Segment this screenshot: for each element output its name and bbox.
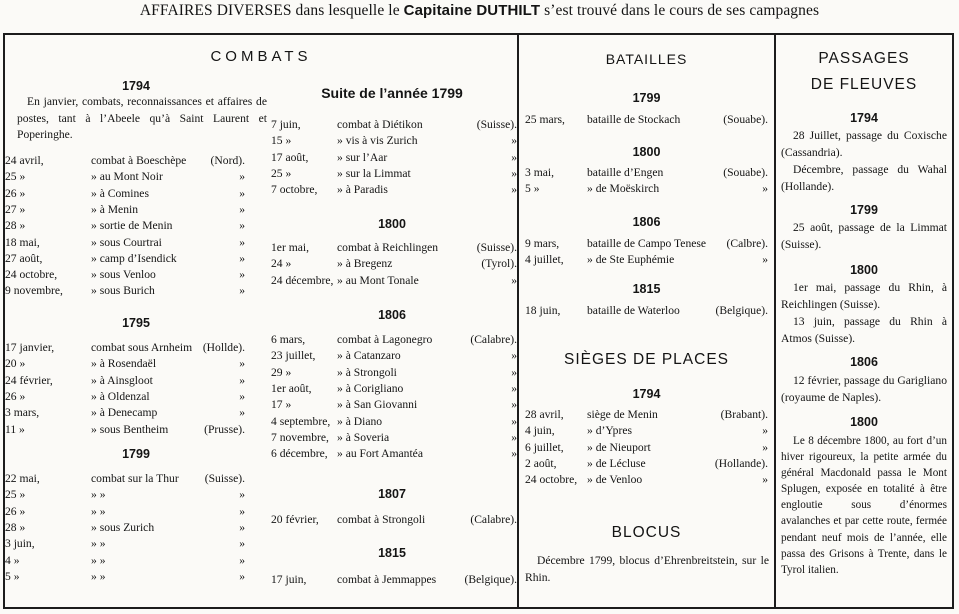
entry-region: »: [511, 381, 517, 395]
entry-date: 9 mars,: [525, 237, 560, 250]
year-1807: 1807: [378, 487, 406, 501]
entry-event: » à San Giovanni: [337, 398, 418, 412]
sieges-heading: SIÈGES DE PLACES: [563, 351, 730, 368]
entry-date: 2 août,: [525, 456, 557, 470]
entry-region: (Prusse).: [204, 422, 245, 436]
year-1799: 1799: [850, 203, 878, 217]
entry-event: » au Mont Tonale: [337, 273, 419, 287]
entry-date: 17 »: [271, 398, 292, 412]
fleuves-1800-b: 13 juin, passage du Rhin à Atmos (Suisse).: [781, 315, 947, 345]
entry-date: 24 décembre,: [271, 273, 334, 287]
entry-date: 7 octobre,: [271, 183, 318, 197]
entry-region: (Belgique).: [464, 573, 517, 586]
fleuves-1800-a: 1er mai, passage du Rhin, à Reichlingen (Suisse).: [781, 281, 947, 311]
entry-date: 28 »: [5, 520, 26, 534]
list-item: [5, 235, 267, 251]
entry-event: » sortie de Menin: [91, 219, 173, 233]
entry-region: (Brabant).: [720, 408, 768, 421]
list-item: [267, 166, 517, 182]
entry-region: »: [511, 183, 517, 197]
entry-date: 17 août,: [271, 150, 309, 164]
entry-region: (Hollande).: [714, 456, 768, 470]
list-item: [267, 117, 517, 133]
entry-region: »: [511, 166, 517, 180]
entry-date: 26 »: [5, 389, 26, 403]
entry-region: »: [239, 235, 245, 249]
title-prefix: AFFAIRES DIVERSES dans lesquelle le: [139, 2, 400, 19]
entry-date: 15 »: [271, 134, 292, 148]
batailles-heading: BATAILLES: [605, 51, 688, 67]
entry-region: »: [239, 268, 245, 282]
entry-event: » à Strongoli: [337, 365, 397, 379]
list-item: [267, 256, 517, 272]
entry-event: » à Menin: [91, 202, 139, 216]
entry-date: 24 octobre,: [525, 473, 578, 487]
entry-event: combat à Boeschèpe: [91, 154, 187, 167]
year-1815: 1815: [378, 546, 406, 560]
year-1795: 1795: [122, 316, 150, 330]
entry-region: »: [239, 284, 245, 298]
title-suffix: s’est trouvé dans le cours de ses campagnes: [544, 2, 820, 19]
entry-region: »: [239, 357, 245, 371]
entry-region: »: [239, 202, 245, 216]
entry-region: »: [511, 414, 517, 428]
entry-event: combat sous Arnheim: [91, 341, 193, 354]
entry-region: (Calabre).: [470, 333, 517, 346]
entry-region: »: [762, 182, 768, 196]
entry-event: » »: [91, 537, 106, 551]
list-item: [267, 414, 517, 430]
entry-date: 7 juin,: [271, 118, 301, 131]
entry-date: 26 »: [5, 504, 26, 518]
entry-date: 27 »: [5, 202, 26, 216]
year-1806: 1806: [632, 215, 661, 229]
year-1806: 1806: [850, 355, 878, 369]
page-title: [0, 2, 959, 20]
entry-region: (Souabe).: [723, 113, 768, 126]
entry-event: » à Soveria: [337, 430, 390, 444]
entry-date: 6 mars,: [271, 333, 306, 346]
entry-region: (Tyrol).: [481, 257, 517, 271]
list-item: [5, 283, 267, 299]
entry-event: » à Bregenz: [337, 257, 393, 271]
entry-date: 6 juillet,: [525, 440, 564, 454]
entry-region: »: [511, 273, 517, 287]
list-item: [5, 356, 267, 372]
entry-date: 28 avril,: [525, 408, 564, 421]
entry-region: »: [511, 134, 517, 148]
entry-event: » à Catanzaro: [337, 349, 401, 363]
entry-date: 1er mai,: [271, 241, 309, 254]
entry-event: » sous Venloo: [91, 268, 156, 282]
entry-event: bataille de Stockach: [587, 113, 681, 126]
list-item: [519, 252, 774, 268]
list-item: [519, 407, 774, 423]
entry-date: 4 juillet,: [525, 253, 564, 267]
list-item: [5, 389, 267, 405]
title-captain: Capitaine DUTHILT: [403, 2, 541, 19]
entry-region: (Souabe).: [723, 166, 768, 179]
list-item: [519, 165, 774, 181]
year-1794: 1794: [632, 387, 661, 401]
list-item: [267, 572, 517, 588]
list-item: [519, 236, 774, 252]
entry-date: 25 »: [5, 488, 26, 502]
list-item: [267, 512, 517, 528]
entry-event: » d’Ypres: [587, 424, 632, 438]
entry-date: 24 février,: [5, 373, 53, 387]
list-item: [519, 472, 774, 488]
entry-event: combat sur la Thur: [91, 472, 179, 485]
list-item: [267, 240, 517, 256]
entry-region: »: [762, 424, 768, 438]
entry-event: » vis à vis Zurich: [337, 134, 418, 148]
entry-region: »: [239, 373, 245, 387]
entry-date: 22 mai,: [5, 472, 40, 485]
year-1800: 1800: [850, 415, 878, 429]
entry-event: » camp d’Isendick: [91, 251, 177, 265]
list-item: [519, 181, 774, 197]
entry-event: » de Lécluse: [587, 456, 646, 470]
entry-region: »: [762, 440, 768, 454]
entry-region: »: [511, 398, 517, 412]
year-1794: 1794: [850, 111, 878, 125]
year-1815: 1815: [632, 282, 661, 296]
entry-event: » de Ste Euphémie: [587, 253, 675, 267]
list-item: [267, 182, 517, 198]
list-item: [5, 186, 267, 202]
entry-date: 4 septembre,: [271, 414, 331, 428]
entry-date: 29 »: [271, 365, 292, 379]
list-item: [519, 112, 774, 128]
entry-date: 20 »: [5, 357, 26, 371]
entry-event: » sous Courtrai: [91, 235, 162, 249]
list-item: [519, 423, 774, 439]
entry-event: » à Ainsgloot: [91, 373, 153, 387]
list-item: [5, 218, 267, 234]
year-1799: 1799: [122, 447, 150, 461]
entry-region: (Suisse).: [204, 472, 245, 485]
entry-date: 28 »: [5, 219, 26, 233]
list-item: [519, 440, 774, 456]
entry-event: » »: [91, 553, 106, 567]
list-item: [5, 504, 267, 520]
entry-event: siège de Menin: [587, 408, 658, 421]
entry-date: 25 »: [5, 170, 26, 184]
entry-event: combat à Strongoli: [337, 513, 426, 526]
year-1806: 1806: [378, 308, 406, 322]
entry-region: (Nord).: [210, 154, 245, 167]
entry-date: 18 juin,: [525, 304, 561, 317]
list-item: [5, 422, 267, 438]
entry-date: 27 août,: [5, 251, 43, 265]
entry-event: » sous Zurich: [91, 520, 155, 534]
list-item: [5, 251, 267, 267]
entry-date: 5 »: [5, 569, 20, 583]
entry-region: »: [762, 253, 768, 267]
list-item: [5, 169, 267, 185]
entry-region: »: [239, 537, 245, 551]
entry-date: 4 »: [5, 553, 20, 567]
entry-event: combat à Lagonegro: [337, 333, 433, 346]
entry-region: »: [239, 488, 245, 502]
entry-region: (Belgique).: [715, 304, 768, 317]
entry-event: » à Paradis: [337, 183, 388, 197]
entry-region: »: [239, 170, 245, 184]
entry-date: 7 novembre,: [271, 430, 329, 444]
entry-region: (Suisse).: [476, 118, 517, 131]
entry-region: »: [239, 520, 245, 534]
entry-region: »: [511, 430, 517, 444]
entry-date: 4 juin,: [525, 424, 555, 438]
entry-date: 3 juin,: [5, 537, 35, 551]
entry-event: » »: [91, 488, 106, 502]
entry-region: »: [511, 365, 517, 379]
entry-region: »: [239, 553, 245, 567]
entry-date: 25 mars,: [525, 113, 565, 126]
list-item: [5, 569, 267, 585]
combats-heading: COMBATS: [210, 48, 312, 65]
entry-event: » sous Bentheim: [91, 422, 169, 436]
list-item: [267, 348, 517, 364]
year-1800: 1800: [378, 217, 406, 231]
entry-event: » à Comines: [91, 186, 149, 200]
entry-event: » au Fort Amantéa: [337, 447, 423, 461]
entry-event: » à Rosendaël: [91, 357, 157, 371]
entry-event: » de Venloo: [587, 473, 643, 487]
entry-date: 18 mai,: [5, 235, 40, 249]
list-item: [5, 536, 267, 552]
fleuves-1794-b: Décembre, passage du Wahal (Hollande).: [781, 163, 947, 193]
fleuves-1806: 12 février, passage du Garigliano (royaume de Naples).: [781, 374, 947, 404]
year-1800: 1800: [632, 145, 661, 159]
entry-date: 24 avril,: [5, 154, 44, 167]
list-item: [5, 553, 267, 569]
entry-event: » »: [91, 504, 106, 518]
entry-event: bataille de Waterloo: [587, 304, 680, 317]
entry-event: » sous Burich: [91, 284, 155, 298]
entry-region: »: [239, 389, 245, 403]
list-item: [5, 487, 267, 503]
list-item: [5, 340, 267, 356]
entry-date: 23 juillet,: [271, 349, 316, 363]
entry-event: » à Denecamp: [91, 406, 158, 420]
entry-region: »: [511, 447, 517, 461]
entry-region: (Hollde).: [202, 341, 245, 354]
entry-region: »: [239, 569, 245, 583]
entry-region: »: [762, 473, 768, 487]
list-item: [5, 267, 267, 283]
entry-date: 24 octobre,: [5, 268, 58, 282]
entry-region: »: [511, 349, 517, 363]
entry-date: 20 février,: [271, 513, 319, 526]
list-item: [5, 202, 267, 218]
list-item: [267, 332, 517, 348]
list-item: [267, 430, 517, 446]
entry-event: bataille de Campo Tenese: [587, 237, 707, 250]
fleuves-1794-a: 28 Juillet, passage du Coxische (Cassandria).: [781, 129, 947, 159]
entry-event: » au Mont Noir: [91, 170, 163, 184]
entry-date: 9 novembre,: [5, 284, 63, 298]
entry-date: 3 mars,: [5, 406, 40, 420]
entry-date: 26 »: [5, 186, 26, 200]
list-item: [267, 150, 517, 166]
entry-date: 24 »: [271, 257, 292, 271]
list-item: [5, 520, 267, 536]
entry-event: » »: [91, 569, 106, 583]
list-item: [267, 273, 517, 289]
list-item: [5, 471, 267, 487]
entry-region: »: [239, 504, 245, 518]
combats-intro: En janvier, combats, reconnaissances et affaires de postes, tant à l’Abeele qu’à Saint Laurent et Poperinghe.: [17, 95, 267, 141]
entry-region: »: [239, 251, 245, 265]
blocus-text: Décembre 1799, blocus d’Ehrenbreitstein, sur le Rhin.: [525, 554, 769, 584]
fleuves-heading-2: DE FLEUVES: [810, 76, 918, 93]
year-1799: 1799: [632, 91, 661, 105]
entry-event: combat à Jemmappes: [337, 573, 437, 586]
entry-date: 17 janvier,: [5, 341, 55, 354]
list-item: [5, 373, 267, 389]
entry-date: 6 décembre,: [271, 447, 328, 461]
list-item: [5, 153, 267, 169]
fleuves-heading-1: PASSAGES: [818, 50, 910, 67]
entry-event: » de Nieuport: [587, 440, 651, 454]
entry-event: » à Diano: [337, 414, 383, 428]
entry-event: combat à Reichlingen: [337, 241, 439, 254]
entry-region: »: [239, 406, 245, 420]
entry-date: 1er août,: [271, 381, 312, 395]
list-item: [519, 303, 774, 319]
entry-region: »: [511, 150, 517, 164]
list-item: [267, 365, 517, 381]
entry-region: (Suisse).: [476, 241, 517, 254]
entry-date: 11 »: [5, 422, 25, 436]
entry-event: » à Oldenzal: [91, 389, 150, 403]
entry-date: 3 mai,: [525, 166, 554, 179]
entry-event: » de Moëskirch: [587, 182, 660, 196]
entry-region: (Calabre).: [470, 513, 517, 526]
list-item: [519, 456, 774, 472]
entry-date: 17 juin,: [271, 573, 307, 586]
entry-region: »: [239, 219, 245, 233]
entry-event: combat à Diétikon: [337, 118, 423, 131]
entry-region: (Calbre).: [726, 237, 768, 250]
list-item: [267, 397, 517, 413]
entry-event: » sur l’Aar: [337, 150, 388, 164]
entry-event: » à Corigliano: [337, 381, 404, 395]
list-item: [267, 133, 517, 149]
entry-region: »: [239, 186, 245, 200]
entry-date: 5 »: [525, 182, 540, 196]
list-item: [267, 381, 517, 397]
fleuves-1800-c: Le 8 décembre 1800, au fort d’un hiver rigoureux, la petite armée du général Macdonald passa le Mont Splugen, exposée en totalité à être engloutie sous d’énormes avalanches et par cette route, fermée pendant neuf mois de l’année, elle passa des Grisons à Trente, dans le Tyrol italien.: [781, 435, 947, 576]
list-item: [5, 405, 267, 421]
blocus-heading: BLOCUS: [611, 524, 682, 541]
year-1800: 1800: [850, 263, 878, 277]
entry-event: bataille d’Engen: [587, 166, 664, 179]
suite-heading: Suite de l’année 1799: [321, 85, 463, 101]
entry-date: 25 »: [271, 166, 292, 180]
list-item: [267, 446, 517, 462]
year-1794: 1794: [122, 79, 150, 93]
entry-event: » sur la Limmat: [337, 166, 411, 180]
fleuves-1799: 25 août, passage de la Limmat (Suisse).: [781, 221, 947, 251]
